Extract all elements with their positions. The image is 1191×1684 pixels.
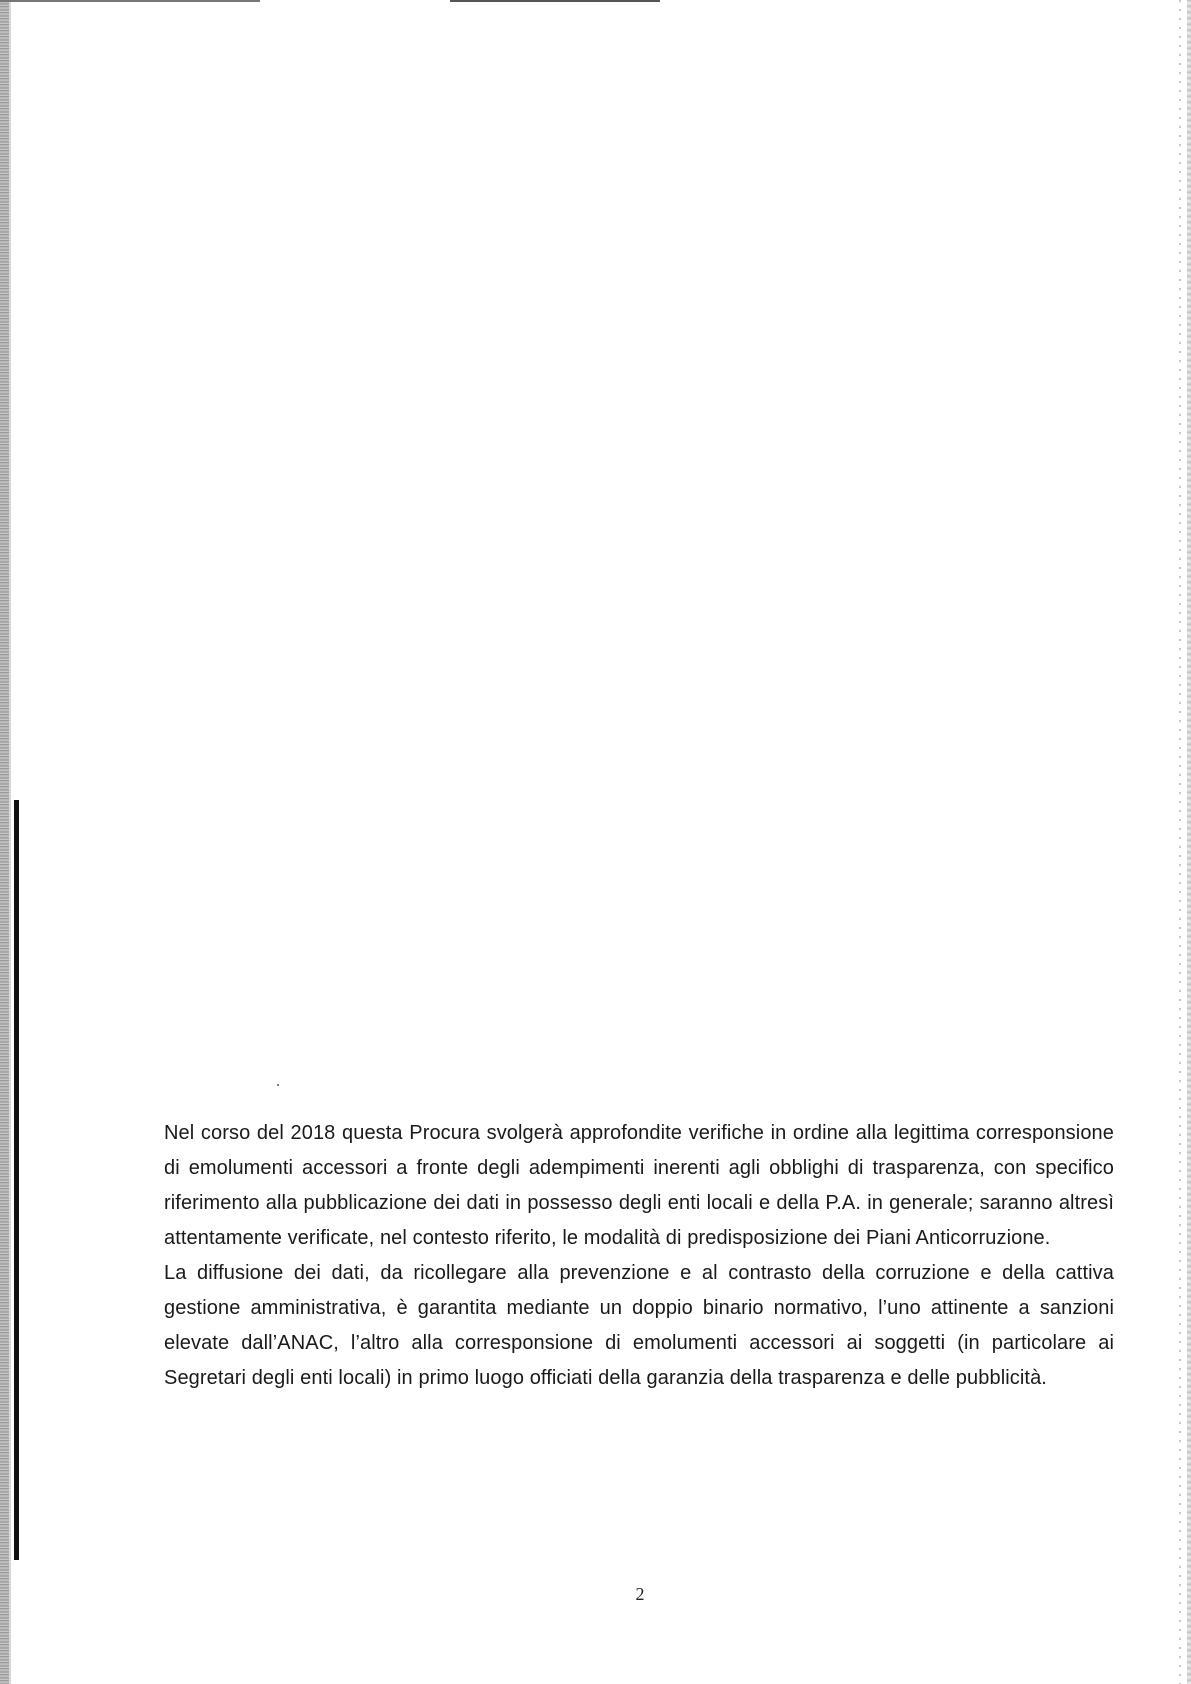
scan-binding-bar xyxy=(14,800,19,1560)
scan-left-edge xyxy=(0,0,9,1684)
paragraph: La diffusione dei dati, da ricollegare alla prevenzione e al contrasto della corruzione e della cattiva gestione amministrativa, è garantita mediante un doppio binario normativo, l’uno attinente a sanzioni elevate dall’ANAC, l’altro alla corresponsione di emolumenti accessori ai soggetti (in particolare ai Segretari degli enti locali) in primo luogo officiati della garanzia della trasparenza e delle pubblicità. xyxy=(164,1262,1114,1389)
page-number: 2 xyxy=(635,1584,645,1604)
scan-right-noise xyxy=(1179,0,1181,1684)
scan-top-line xyxy=(450,0,660,2)
paragraph: Nel corso del 2018 questa Procura svolgerà approfondite verifiche in ordine alla legittima corresponsione di emolumenti accessori a fronte degli adempimenti inerenti agli obblighi di trasparenza, con specifico riferimento alla pubblicazione dei dati in possesso degli enti locali e della P.A. in generale; saranno altresì attentamente verificate, nel contesto riferito, le modalità di predisposizione dei Piani Anticorruzione. xyxy=(164,1122,1114,1249)
scan-left-shadow xyxy=(9,0,11,1684)
scan-top-line xyxy=(0,0,260,2)
document-body xyxy=(164,1116,1114,1396)
scan-right-edge xyxy=(1187,0,1191,1684)
scan-speck xyxy=(277,1084,279,1086)
